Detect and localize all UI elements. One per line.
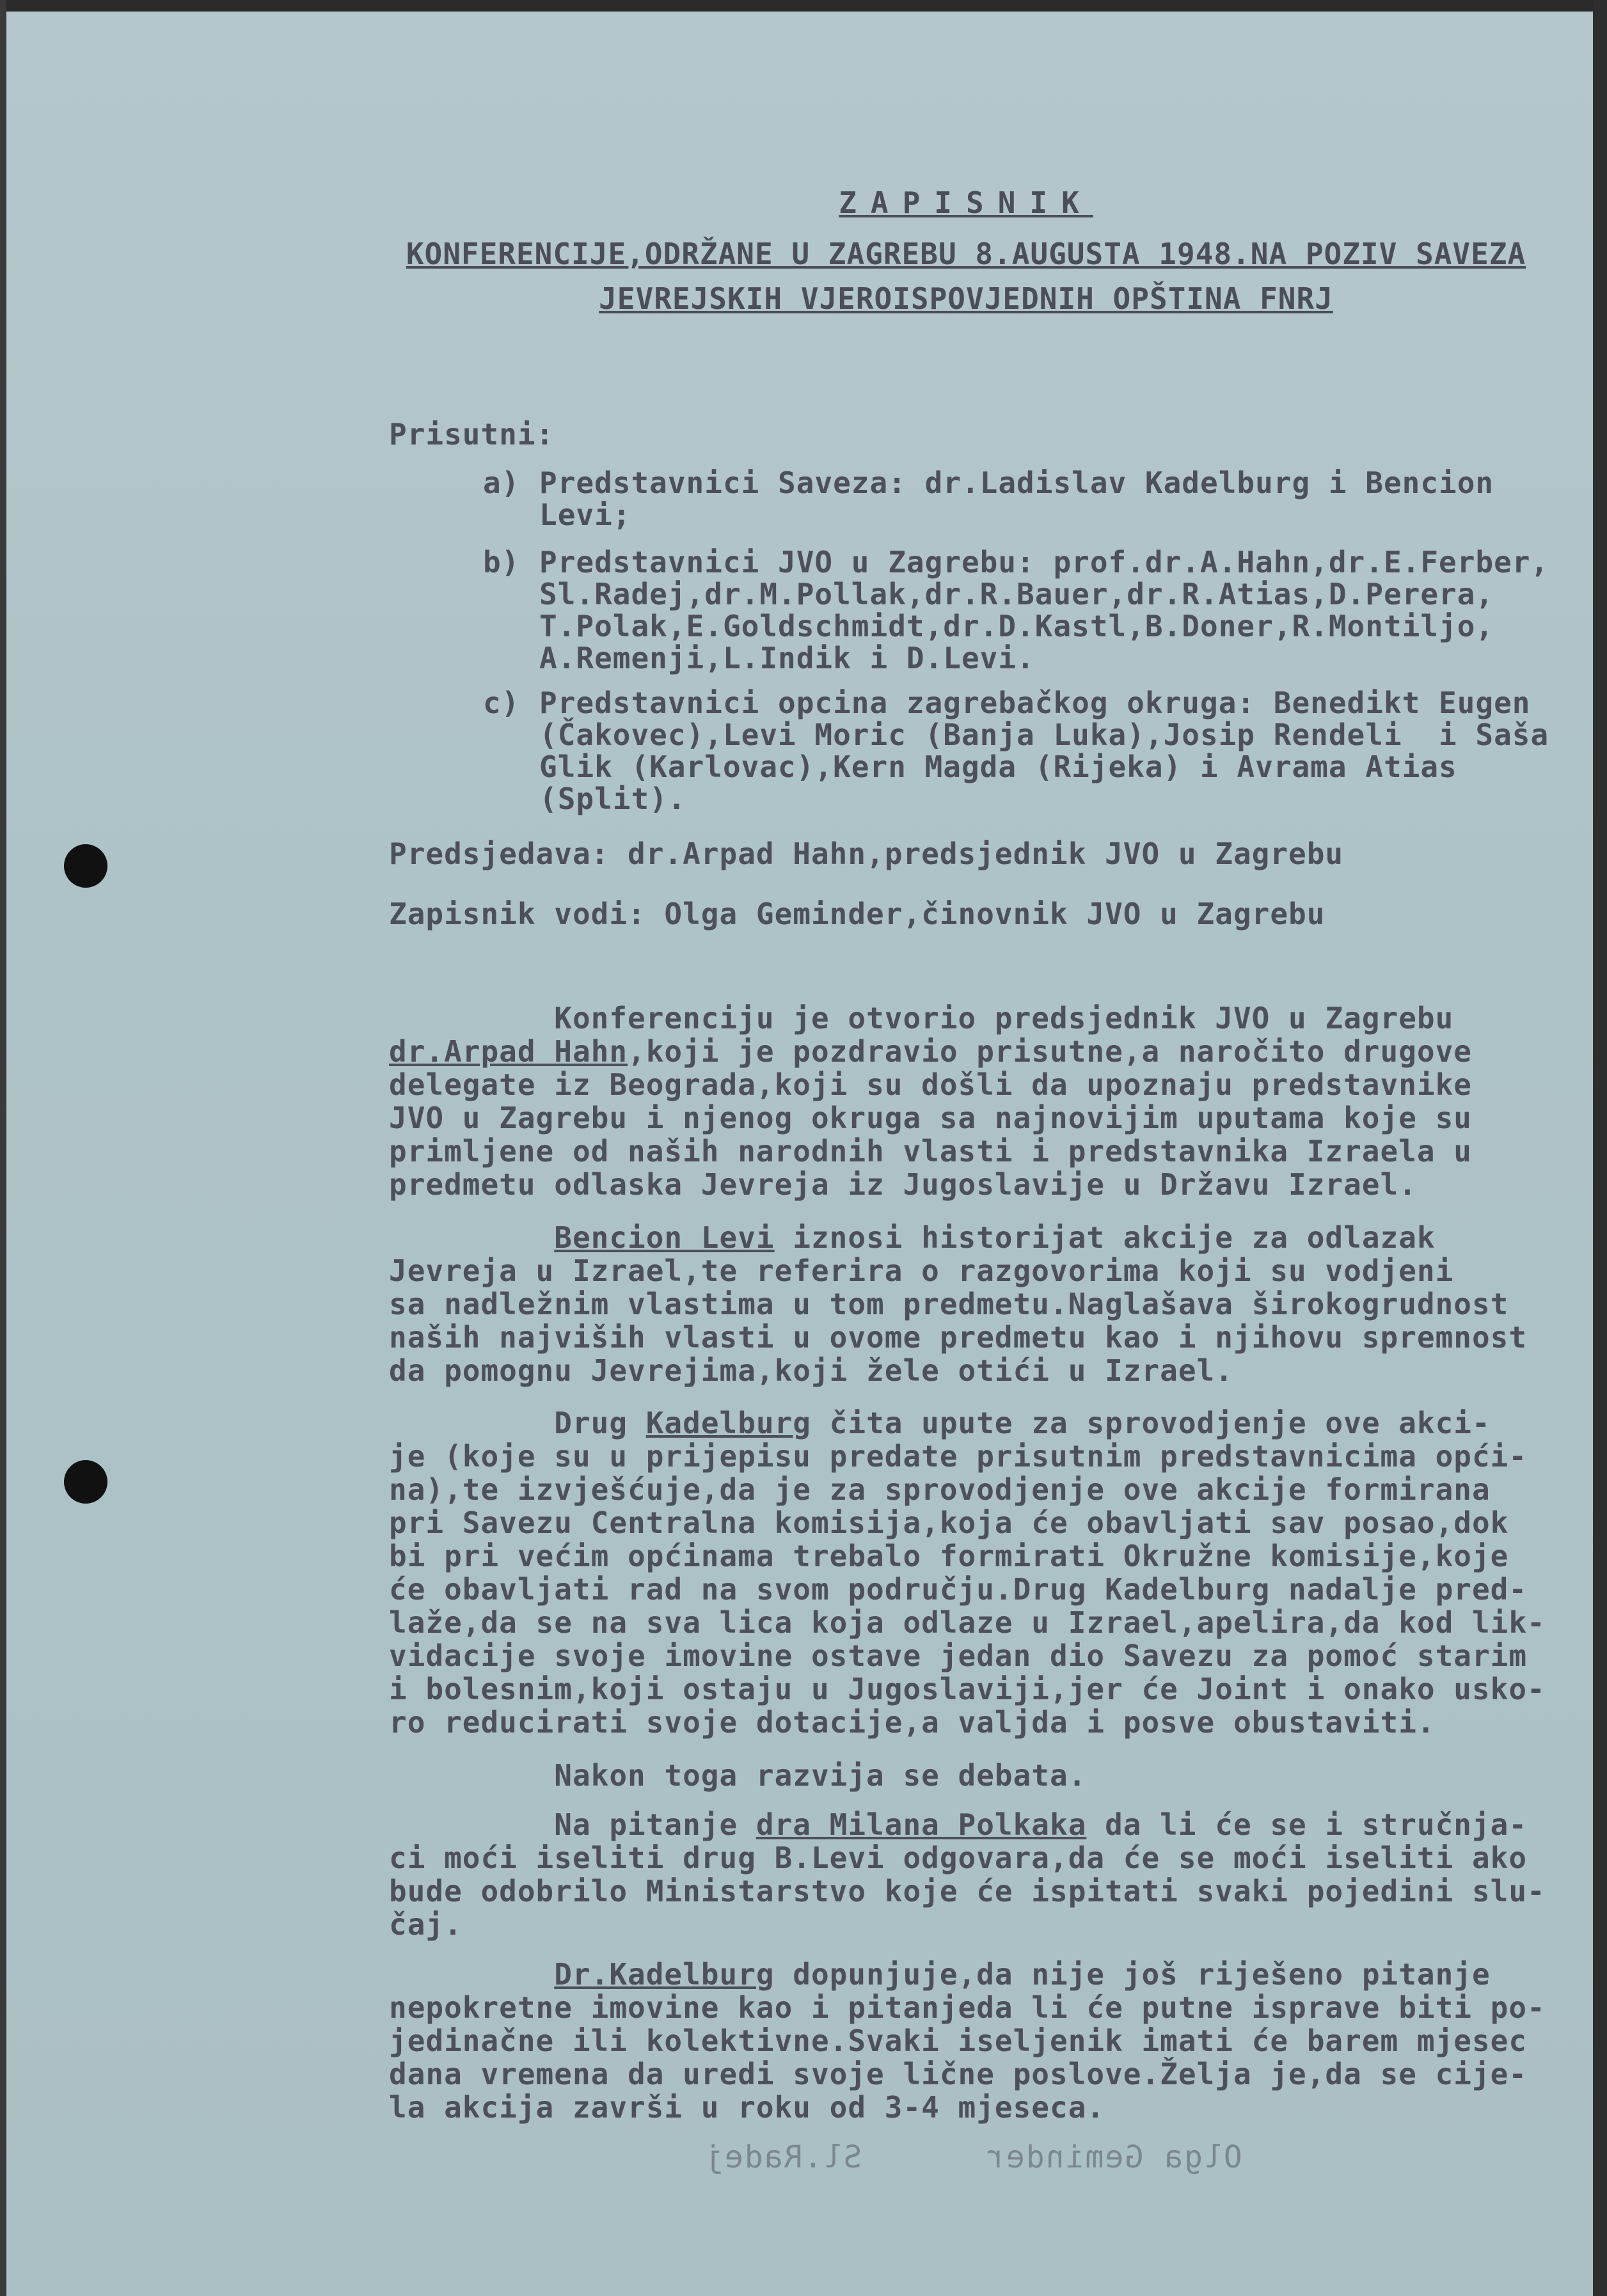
attendance-a-line: Levi;: [539, 498, 631, 532]
chair-name: dr.Arpad Hahn: [389, 1034, 628, 1069]
bleed-signature-1: Sl.Radej: [704, 2139, 862, 2175]
para5-line-rest: da li će se i stručnja-: [1086, 1807, 1528, 1842]
para5-line: ci moći iseliti drug B.Levi odgovara,da će se moći iseliti ako: [389, 1841, 1528, 1875]
para2-line: naših najviših vlasti u ovome predmetu kao i njihovu spremnost: [389, 1320, 1528, 1355]
document-subtitle-2: JEVREJSKIH VJEROISPOVJEDNIH OPŠTINA FNRJ: [599, 281, 1333, 316]
attendance-b-line: Sl.Radej,dr.M.Pollak,dr.R.Bauer,dr.R.Atias,D.Perera,: [539, 577, 1494, 611]
attendance-c-line: (Split).: [539, 782, 686, 816]
para2-line: Jevreja u Izrael,te referira o razgovorima koji su vodjeni: [389, 1254, 1454, 1288]
document-title: ZAPISNIK: [839, 185, 1093, 220]
attendance-b-marker: b): [483, 545, 520, 579]
para3-line-rest: čita upute za sprovodjenje ove akci-: [811, 1406, 1491, 1440]
para5-line: čaj.: [389, 1907, 463, 1942]
minutes-keeper-line: Zapisnik vodi: Olga Geminder,činovnik JVO u Zagrebu: [389, 897, 1326, 931]
para6-line: dana vremena da uredi svoje lične poslove.Želja je,da se cije-: [389, 2057, 1528, 2091]
para4-line: Nakon toga razvija se debata.: [389, 1758, 1087, 1793]
para6-line: jedinačne ili kolektivne.Svaki iseljenik imati će barem mjesec: [389, 2024, 1528, 2058]
document-subtitle-1: KONFERENCIJE,ODRŽANE U ZAGREBU 8.AUGUSTA 1948.NA POZIV SAVEZA: [406, 237, 1526, 271]
para3-line: vidacije svoje imovine ostave jedan dio Savezu za pomoć starim: [389, 1639, 1528, 1673]
para3-line: pri Savezu Centralna komisija,koja će obavljati sav posao,dok: [389, 1506, 1509, 1540]
para2-line-rest: iznosi historijat akcije za odlazak: [774, 1220, 1436, 1255]
speaker-name: Dr.Kadelburg: [554, 1957, 775, 1992]
scan-border-left: [0, 0, 6, 2296]
para2-line: sa nadležnim vlastima u tom predmetu.Naglašava širokogrudnost: [389, 1287, 1509, 1321]
para1-line: Konferenciju je otvorio predsjednik JVO u Zagrebu: [389, 1001, 1454, 1035]
attendance-a-line: Predstavnici Saveza: dr.Ladislav Kadelburg i Bencion: [539, 466, 1494, 500]
para1-line: predmetu odlaska Jevreja iz Jugoslavije u Državu Izrael.: [389, 1167, 1417, 1202]
para3-line: će obavljati rad na svom području.Drug Kadelburg nadalje pred-: [389, 1572, 1528, 1607]
para5-start: Na pitanje: [389, 1807, 756, 1842]
scan-border-right: [1593, 0, 1607, 2296]
para1-line-rest: ,koji je pozdravio prisutne,a naročito drugove: [628, 1034, 1472, 1069]
punch-hole-lower: [64, 1460, 107, 1504]
para1-line: primljene od naših narodnih vlasti i predstavnika Izraela u: [389, 1134, 1472, 1168]
attendance-c-line: Predstavnici opcina zagrebačkog okruga: Benedikt Eugen: [539, 686, 1531, 720]
speaker-name: Bencion Levi: [554, 1220, 775, 1255]
attendance-b-line: Predstavnici JVO u Zagrebu: prof.dr.A.Hahn,dr.E.Ferber,: [539, 545, 1549, 579]
attendance-c-marker: c): [483, 686, 520, 720]
bleed-signature-2: Olga Geminder: [985, 2139, 1242, 2175]
para6-line: nepokretne imovine kao i pitanjeda li će putne isprave biti po-: [389, 1990, 1546, 2025]
para3-line: i bolesnim,koji ostaju u Jugoslaviji,jer će Joint i onako usko-: [389, 1672, 1546, 1706]
para3-line: na),te izvješćuje,da je za sprovodjenje ove akcije formirana: [389, 1472, 1491, 1507]
para6-line: [389, 1957, 1491, 1992]
para3-line: ro reducirati svoje dotacije,a valjda i posve obustaviti.: [389, 1705, 1436, 1740]
para6-line-rest: dopunjuje,da nije još riješeno pitanje: [774, 1957, 1491, 1992]
para1-line: JVO u Zagrebu i njenog okruga sa najnovijim uputama koje su: [389, 1101, 1472, 1135]
para3-line: bi pri većim općinama trebalo formirati Okružne komisije,koje: [389, 1539, 1509, 1573]
para6-line: la akcija završi u roku od 3-4 mjeseca.: [389, 2090, 1105, 2125]
indent: [389, 1957, 554, 1992]
scan-border-top: [0, 0, 1607, 12]
para5-line: bude odobrilo Ministarstvo koje će ispitati svaki pojedini slu-: [389, 1874, 1546, 1908]
para3-line: laže,da se na sva lica koja odlaze u Izrael,apelira,da kod lik-: [389, 1605, 1546, 1640]
attendance-c-line: Glik (Karlovac),Kern Magda (Rijeka) i Avrama Atias: [539, 750, 1457, 784]
para1-line: [389, 1034, 1472, 1069]
para3-line: [389, 1406, 1491, 1440]
attendance-label: Prisutni:: [389, 417, 555, 452]
attendance-c-line: (Čakovec),Levi Moric (Banja Luka),Josip Rendeli i Saša: [539, 718, 1549, 752]
attendance-b-line: A.Remenji,L.Indik i D.Levi.: [539, 641, 1035, 675]
para2-line: da pomognu Jevrejima,koji žele otići u Izrael.: [389, 1353, 1233, 1388]
attendance-b-line: T.Polak,E.Goldschmidt,dr.D.Kastl,B.Doner,R.Montiljo,: [539, 609, 1494, 643]
para1-line: delegate iz Beograda,koji su došli da upoznaju predstavnike: [389, 1067, 1472, 1102]
attendance-a-marker: a): [483, 466, 520, 500]
punch-hole-upper: [64, 844, 107, 888]
para5-line: [389, 1807, 1527, 1842]
speaker-name: dra Milana Polkaka: [756, 1807, 1087, 1842]
para3-line: je (koje su u prijepisu predate prisutnim predstavnicima opći-: [389, 1439, 1528, 1474]
speaker-name: Kadelburg: [645, 1406, 811, 1440]
indent: [389, 1220, 554, 1255]
para3-start: Drug: [389, 1406, 646, 1440]
chair-line: Predsjedava: dr.Arpad Hahn,predsjednik JVO u Zagrebu: [389, 837, 1344, 871]
para2-line: [389, 1220, 1436, 1255]
